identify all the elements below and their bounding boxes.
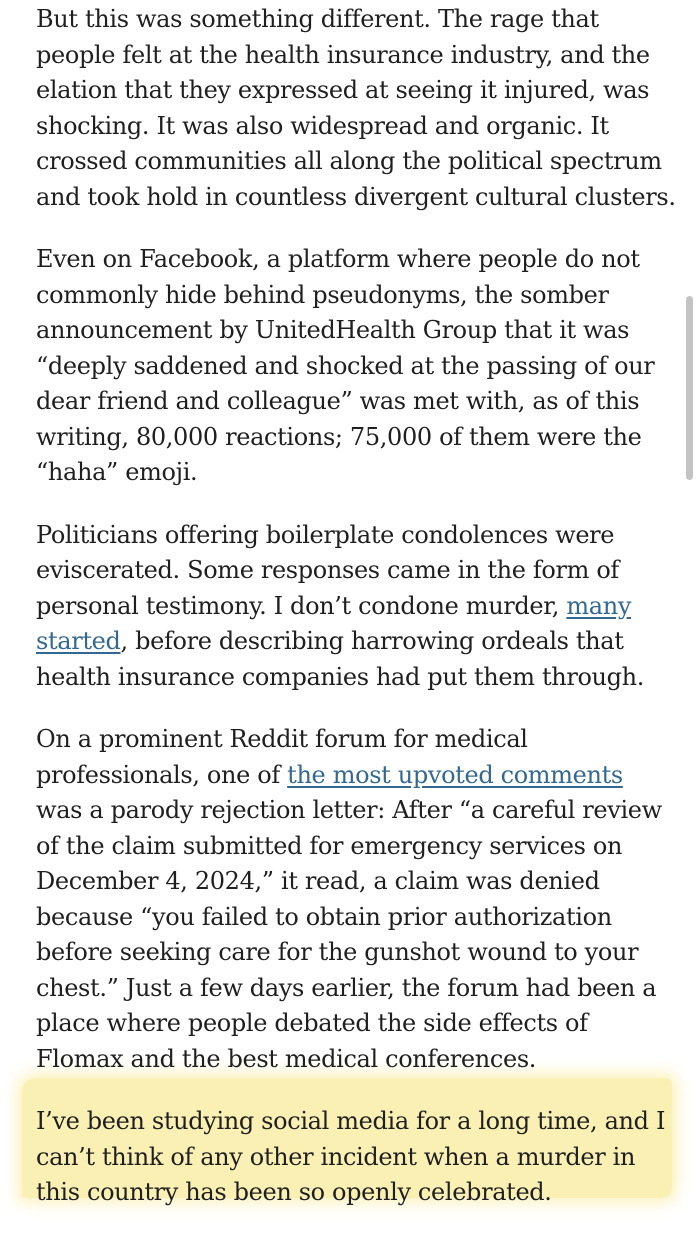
scrollbar-thumb[interactable] xyxy=(686,296,693,480)
paragraph-4-before: On a prominent Reddit forum for medical professionals, one of xyxy=(36,725,528,789)
paragraph-3 xyxy=(36,518,676,696)
many-started-link[interactable]: many started xyxy=(36,591,632,655)
paragraph-4 xyxy=(36,722,676,1077)
article-body xyxy=(36,2,676,1238)
paragraph-4-text xyxy=(36,722,676,1077)
paragraph-5-highlighted xyxy=(36,1104,676,1211)
paragraph-3-after: , before describing harrowing ordeals that health insurance companies had put them through. xyxy=(36,627,645,691)
paragraph-4-after: was a parody rejection letter: After “a careful review of the claim submitted for emergency services on December 4, 2024,” it read, a claim was denied because “you failed to obtain prior authorization before seeking care for the gunshot wound to your chest.” Just a few days earlier, the forum had been a place where people debated the side effects of Flomax and the best medical conferences. xyxy=(36,796,662,1073)
paragraph-2-text: Even on Facebook, a platform where people do not commonly hide behind pseudonyms, the somber announcement by UnitedHealth Group that it was “deeply saddened and shocked at the passing of our dear friend and colleague” was met with, as of this writing, 80,000 reactions; 75,000 of them were the “haha” emoji. xyxy=(36,245,655,486)
paragraph-2 xyxy=(36,242,676,491)
most-upvoted-comments-link[interactable]: the most upvoted comments xyxy=(287,760,623,789)
paragraph-3-text xyxy=(36,518,676,696)
paragraph-1 xyxy=(36,2,676,215)
paragraph-1-text: But this was something different. The rage that people felt at the health insurance industry, and the elation that they expressed at seeing it injured, was shocking. It was also widespread and organic. It crossed communities all along the political spectrum and took hold in countless divergent cultural clusters. xyxy=(36,5,676,211)
paragraph-3-before: Politicians offering boilerplate condolences were eviscerated. Some responses came in the form of personal testimony. I don’t condone murder, xyxy=(36,520,619,620)
paragraph-5-text: I’ve been studying social media for a long time, and I can’t think of any other incident when a murder in this country has been so openly celebrated. xyxy=(36,1107,666,1206)
